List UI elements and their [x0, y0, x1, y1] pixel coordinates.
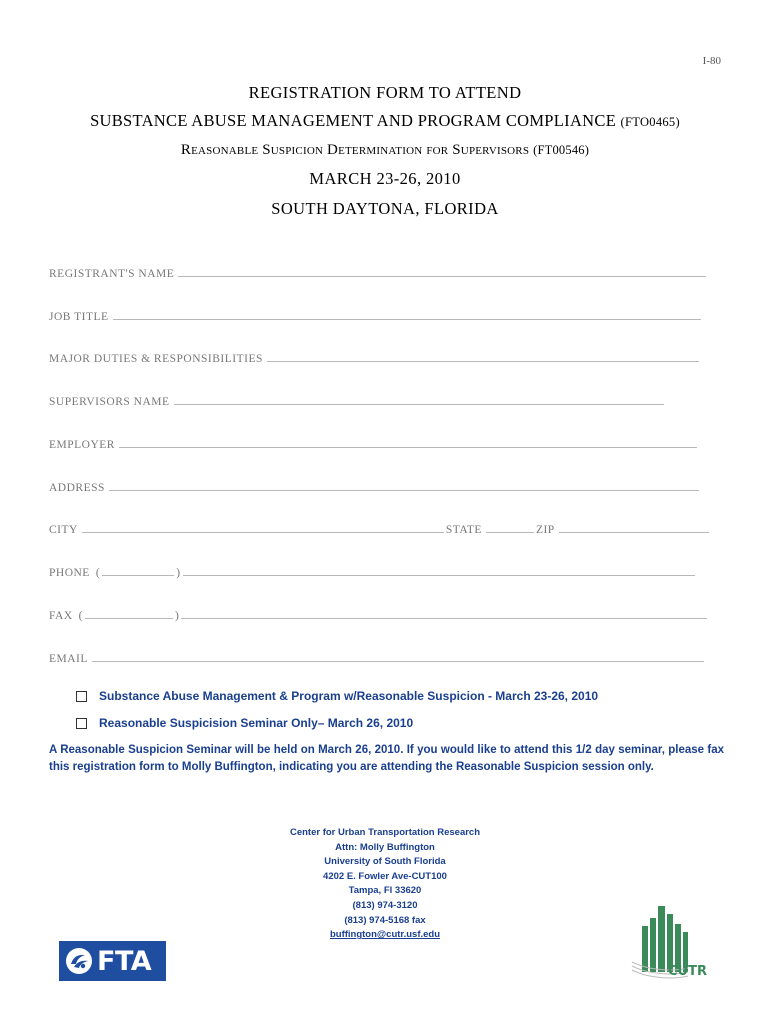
city-line[interactable] — [82, 532, 444, 533]
fax-area-close: ) — [175, 610, 180, 622]
contact-university: University of South Florida — [324, 856, 446, 868]
fax-field[interactable] — [49, 604, 707, 622]
duties-field[interactable] — [49, 347, 699, 365]
fta-emblem-icon — [64, 946, 94, 976]
contact-fax: (813) 974-5168 fax — [344, 914, 426, 926]
city-state-zip-field — [49, 518, 709, 536]
employer-line[interactable] — [119, 447, 697, 448]
state-line[interactable] — [486, 532, 534, 533]
title-line-2 — [0, 106, 770, 136]
registrant-name-label: REGISTRANT'S NAME — [49, 268, 175, 280]
phone-area-close: ) — [176, 567, 181, 579]
fax-area-line[interactable] — [85, 618, 173, 619]
supervisor-line[interactable] — [174, 404, 664, 405]
course-name-1: SUBSTANCE ABUSE MANAGEMENT AND PROGRAM COMPLIANCE — [90, 111, 617, 130]
job-title-label: JOB TITLE — [49, 311, 109, 323]
supervisor-field[interactable] — [49, 390, 664, 408]
address-label: ADDRESS — [49, 482, 105, 494]
fax-line[interactable] — [181, 618, 707, 619]
email-label: EMAIL — [49, 653, 88, 665]
fax-label: FAX — [49, 610, 73, 622]
contact-attn: Attn: Molly Buffington — [335, 841, 435, 853]
zip-line[interactable] — [559, 532, 709, 533]
contact-street: 4202 E. Fowler Ave-CUT100 — [323, 870, 447, 882]
email-line[interactable] — [92, 661, 704, 662]
option-full-course[interactable] — [76, 689, 598, 703]
contact-city: Tampa, Fl 33620 — [348, 885, 422, 897]
title-block — [0, 80, 770, 224]
address-field[interactable] — [49, 476, 699, 494]
email-field[interactable] — [49, 647, 704, 665]
event-date: MARCH 23-26, 2010 — [309, 169, 461, 188]
contact-phone: (813) 974-3120 — [352, 899, 418, 911]
option-seminar-only[interactable] — [76, 716, 413, 730]
course-code-1: (FTO0465) — [620, 115, 680, 129]
checkbox-seminar-only[interactable] — [76, 718, 87, 729]
course-name-2: Reasonable Suspicion Determination for Supervisors — [180, 142, 530, 158]
employer-field[interactable] — [49, 433, 697, 451]
employer-label: EMPLOYER — [49, 439, 115, 451]
event-location: SOUTH DAYTONA, FLORIDA — [271, 199, 499, 218]
page-number: I-80 — [702, 55, 721, 67]
job-title-line[interactable] — [113, 319, 701, 320]
supervisor-label: SUPERVISORS NAME — [49, 396, 170, 408]
title-line-1: REGISTRATION FORM TO ATTEND — [248, 83, 522, 102]
title-line-3 — [0, 136, 770, 164]
contact-org: Center for Urban Transportation Research — [289, 827, 481, 838]
job-title-field[interactable] — [49, 305, 701, 323]
fax-area-open: ( — [78, 610, 83, 622]
option-full-course-label: Substance Abuse Management & Program w/Reasonable Suspicion - March 23-26, 2010 — [99, 689, 599, 703]
course-code-2: (FT00546) — [533, 143, 590, 157]
phone-area-open: ( — [95, 567, 101, 579]
phone-label: PHONE — [49, 567, 90, 579]
fta-logo-text: FTA — [97, 945, 152, 977]
seminar-notice: A Reasonable Suspicion Seminar will be held on March 26, 2010. If you would like to attend this 1/2 day seminar, please fax this registration form to Molly Buffington, indicating you are attending the Reasonable Suspicion session only. — [49, 744, 724, 773]
checkbox-full-course[interactable] — [76, 691, 87, 702]
registrant-name-field[interactable] — [49, 262, 706, 280]
fta-logo — [59, 941, 166, 981]
duties-label: MAJOR DUTIES & RESPONSIBILITIES — [49, 353, 263, 365]
option-seminar-only-label: Reasonable Suspicision Seminar Only– March 26, 2010 — [99, 716, 414, 730]
contact-email-link[interactable]: buffington@cutr.usf.edu — [329, 929, 441, 941]
phone-area-line[interactable] — [102, 575, 174, 576]
registrant-name-line[interactable] — [178, 276, 706, 277]
duties-line[interactable] — [267, 361, 699, 362]
phone-field[interactable] — [49, 561, 695, 579]
cutr-logo-text: CUTR — [668, 964, 707, 979]
address-line[interactable] — [109, 490, 699, 491]
city-label: CITY — [49, 524, 78, 536]
phone-line[interactable] — [183, 575, 695, 576]
state-label: STATE — [445, 524, 482, 536]
zip-label: ZIP — [535, 524, 555, 536]
